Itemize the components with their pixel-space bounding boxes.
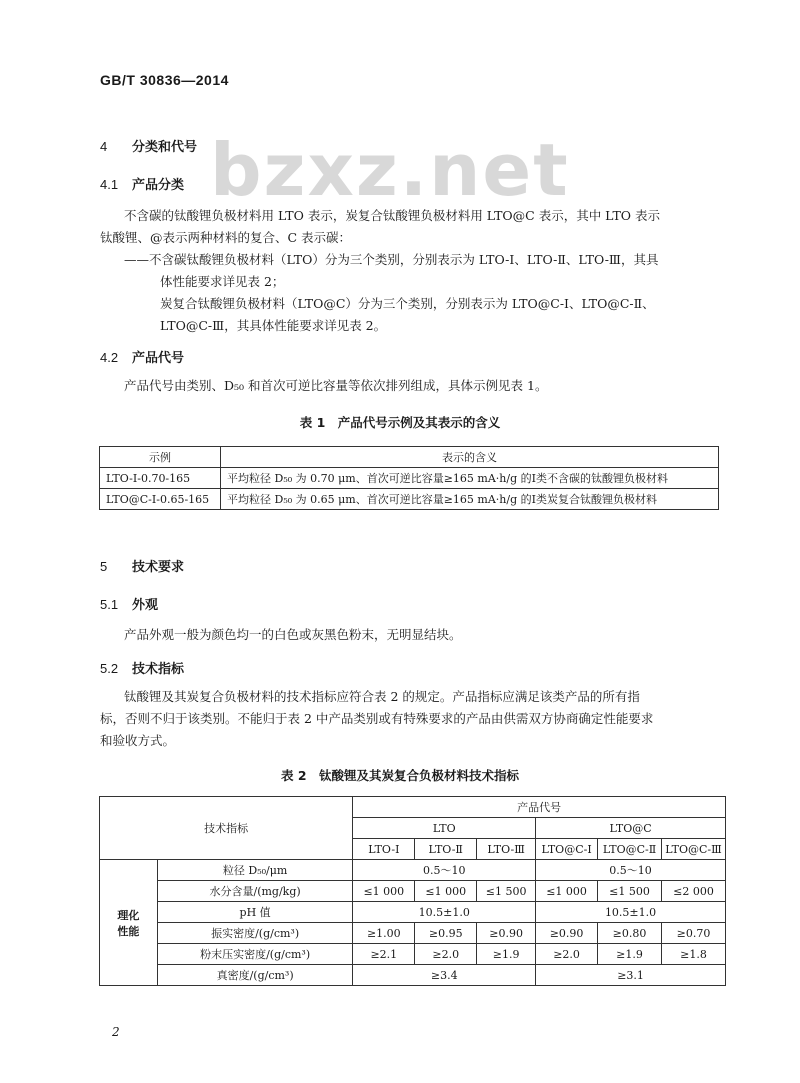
row-group-label: 理化 性能	[100, 860, 158, 986]
table-cell: ≤1 000	[415, 881, 477, 902]
section-title: 外观	[132, 598, 159, 613]
table-cell: 0.5～10	[536, 860, 726, 881]
table-header-row	[100, 447, 719, 468]
section-title: 产品分类	[132, 178, 185, 193]
table-cell: ≥1.9	[598, 944, 662, 965]
table-cell: 10.5±1.0	[353, 902, 536, 923]
table-row	[100, 965, 726, 986]
page-number: 2	[112, 1025, 120, 1039]
table-row	[100, 860, 726, 881]
table-cell: LTO-Ⅰ-0.70-165	[100, 468, 221, 489]
section-title: 产品代号	[132, 351, 185, 366]
table-cell: ≤1 000	[536, 881, 598, 902]
table1	[99, 446, 719, 510]
table-header-cell: LTO@C-Ⅱ	[598, 839, 662, 860]
table-row	[100, 881, 726, 902]
table-cell: ≥3.1	[536, 965, 726, 986]
table-cell: ≥0.80	[598, 923, 662, 944]
section-4-2-heading	[100, 347, 184, 366]
paragraph: 不含碳的钛酸锂负极材料用 LTO 表示，炭复合钛酸锂负极材料用 LTO@C 表示，其中 LTO 表示	[124, 208, 661, 223]
list-item-cont: LTO@C-Ⅲ，其具体性能要求详见表 2。	[160, 318, 387, 333]
list-item: 炭复合钛酸锂负极材料（LTO@C）分为三个类别，分别表示为 LTO@C-Ⅰ、LTO@C-Ⅱ、	[160, 296, 655, 311]
table-header-cell: LTO-Ⅲ	[477, 839, 536, 860]
table-cell: 水分含量/(mg/kg)	[157, 881, 353, 902]
table-cell: 平均粒径 D₅₀ 为 0.70 μm、首次可逆比容量≥165 mA·h/g 的Ⅰ类不含碳的钛酸锂负极材料	[221, 468, 719, 489]
table-cell: ≥0.90	[536, 923, 598, 944]
table-cell: ≤1 000	[353, 881, 415, 902]
table-header-cell: LTO	[353, 818, 536, 839]
table-row	[100, 468, 719, 489]
table-header-cell: 表示的含义	[221, 447, 719, 468]
table-header-cell: LTO@C	[536, 818, 726, 839]
table-cell: pH 值	[157, 902, 353, 923]
table-cell: ≥1.00	[353, 923, 415, 944]
table-cell: ≥1.9	[477, 944, 536, 965]
list-item-cont: 体性能要求详见表 2；	[160, 274, 285, 289]
table-cell: 粒径 D₅₀/μm	[157, 860, 353, 881]
table-header-cell: LTO@C-Ⅰ	[536, 839, 598, 860]
table2	[99, 796, 726, 986]
table-cell: LTO@C-Ⅰ-0.65-165	[100, 489, 221, 510]
table-cell: 10.5±1.0	[536, 902, 726, 923]
table-cell: ≥0.90	[477, 923, 536, 944]
table-cell: ≥0.95	[415, 923, 477, 944]
table-header-cell: 技术指标	[100, 797, 353, 860]
table-cell: 真密度/(g/cm³)	[157, 965, 353, 986]
table-row	[100, 489, 719, 510]
section-number: 4.1	[100, 177, 119, 192]
table-row	[100, 944, 726, 965]
table-cell: ≤1 500	[477, 881, 536, 902]
section-number: 4	[100, 139, 108, 154]
section-5-1-heading	[100, 594, 158, 613]
table-header-cell: 示例	[100, 447, 221, 468]
table-cell: ≥2.0	[536, 944, 598, 965]
table-cell: ≥0.70	[661, 923, 725, 944]
table-header-cell: LTO@C-Ⅲ	[661, 839, 725, 860]
standard-number: GB/T 30836—2014	[100, 72, 229, 88]
paragraph: 钛酸锂及其炭复合负极材料的技术指标应符合表 2 的规定。产品指标应满足该类产品的所有指	[124, 689, 640, 704]
table-header-cell: LTO-Ⅰ	[353, 839, 415, 860]
table-cell: ≥3.4	[353, 965, 536, 986]
section-title: 技术要求	[132, 560, 185, 575]
table-row	[100, 902, 726, 923]
table-cell: 0.5～10	[353, 860, 536, 881]
paragraph: 产品外观一般为颜色均一的白色或灰黑色粉末，无明显结块。	[124, 627, 462, 642]
section-number: 5.2	[100, 661, 119, 676]
table-cell: ≥2.1	[353, 944, 415, 965]
section-title: 技术指标	[132, 662, 185, 677]
table-cell: ≥2.0	[415, 944, 477, 965]
section-5-2-heading	[100, 658, 184, 677]
paragraph: 产品代号由类别、D₅₀ 和首次可逆比容量等依次排列组成，具体示例见表 1。	[124, 378, 548, 393]
section-4-heading	[100, 136, 197, 155]
paragraph: 钛酸锂、@表示两种材料的复合、C 表示碳：	[100, 230, 352, 245]
section-number: 5.1	[100, 597, 119, 612]
watermark-logo: bzxz.net	[210, 128, 570, 212]
table-cell: ≤1 500	[598, 881, 662, 902]
table-header-row	[100, 797, 726, 818]
section-title: 分类和代号	[132, 140, 198, 155]
table-cell: 振实密度/(g/cm³)	[157, 923, 353, 944]
table-row	[100, 923, 726, 944]
table-cell: ≤2 000	[661, 881, 725, 902]
table1-caption: 表 1 产品代号示例及其表示的含义	[299, 415, 501, 430]
paragraph: 和验收方式。	[100, 733, 176, 748]
paragraph: 标，否则不归于该类别。不能归于表 2 中产品类别或有特殊要求的产品由供需双方协商确定性能要求	[100, 711, 654, 726]
list-item: ——不含碳钛酸锂负极材料（LTO）分为三个类别，分别表示为 LTO-Ⅰ、LTO-Ⅱ、LTO-Ⅲ，其具	[124, 252, 659, 267]
table2-caption: 表 2 钛酸锂及其炭复合负极材料技术指标	[280, 768, 520, 783]
table-header-cell: LTO-Ⅱ	[415, 839, 477, 860]
table-cell: ≥1.8	[661, 944, 725, 965]
section-5-heading	[100, 556, 184, 575]
table-cell: 粉末压实密度/(g/cm³)	[157, 944, 353, 965]
table-header-cell: 产品代号	[353, 797, 726, 818]
section-number: 5	[100, 559, 108, 574]
section-number: 4.2	[100, 350, 119, 365]
table-cell: 平均粒径 D₅₀ 为 0.65 μm、首次可逆比容量≥165 mA·h/g 的Ⅰ类炭复合钛酸锂负极材料	[221, 489, 719, 510]
section-4-1-heading	[100, 174, 184, 193]
